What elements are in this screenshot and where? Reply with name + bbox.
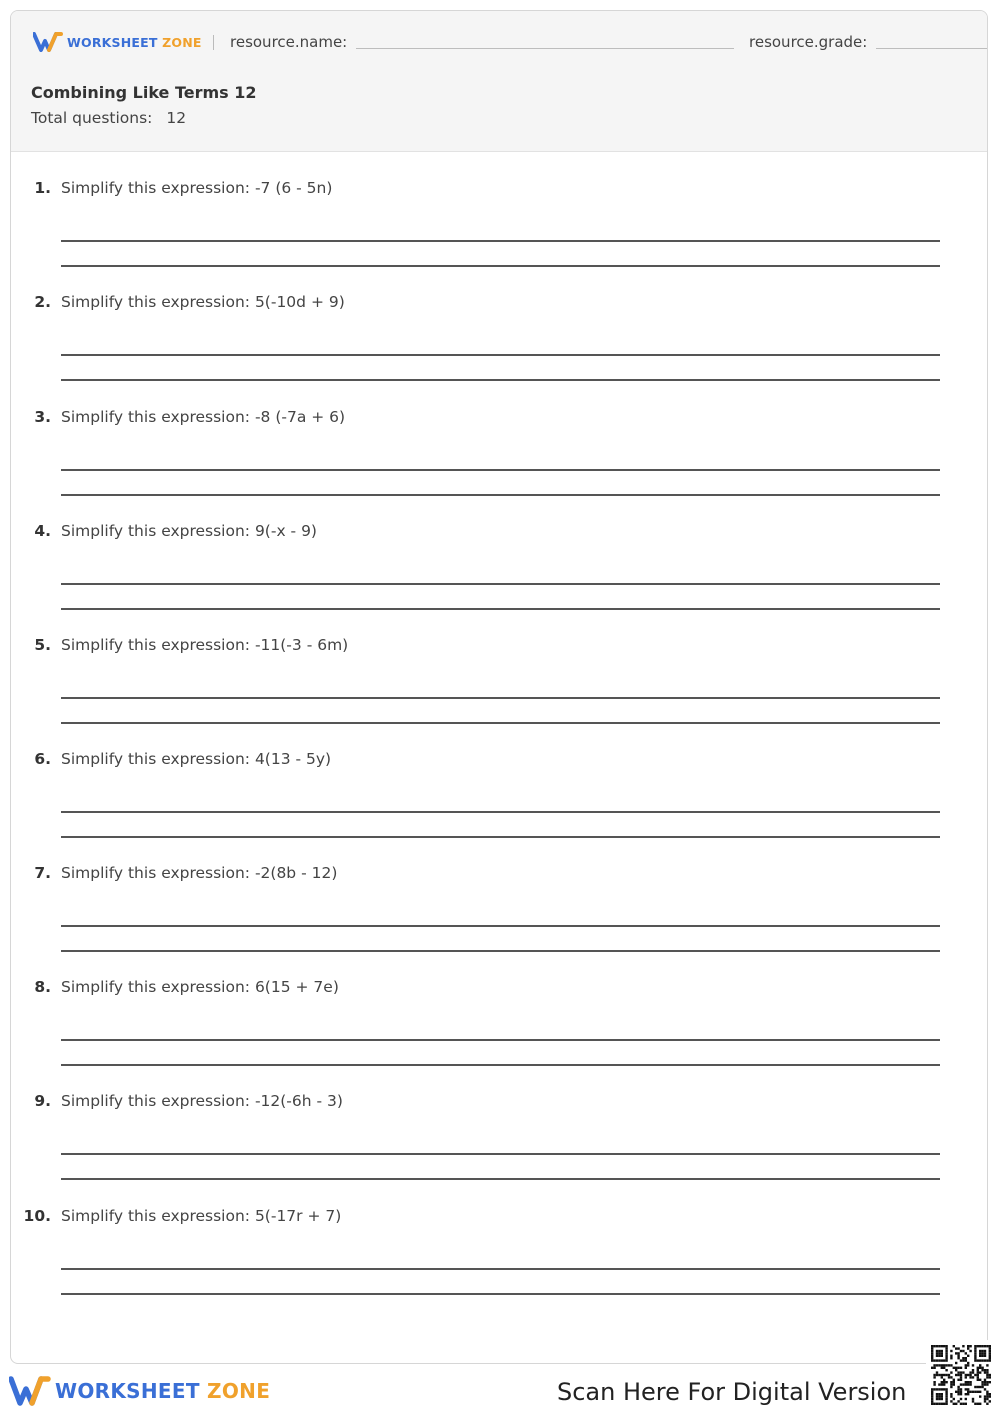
question-number: 8.	[34, 978, 51, 996]
question-number: 5.	[34, 636, 51, 654]
answer-line[interactable]	[61, 608, 940, 610]
worksheet-page	[10, 10, 988, 1364]
question-number: 6.	[34, 750, 51, 768]
question-number: 7.	[34, 864, 51, 882]
qr-code-graphic	[926, 1340, 996, 1410]
answer-line[interactable]	[61, 1039, 940, 1041]
header-separator	[213, 35, 214, 50]
question-text: Simplify this expression: 5(-17r + 7)	[61, 1207, 342, 1225]
total-questions-value: 12	[166, 109, 187, 127]
question-item	[11, 1207, 987, 1321]
question-text: Simplify this expression: 4(13 - 5y)	[61, 750, 332, 768]
footer-brand-logo	[9, 1376, 270, 1406]
answer-line[interactable]	[61, 1064, 940, 1066]
question-number: 10.	[23, 1207, 51, 1225]
question-text: Simplify this expression: 5(-10d + 9)	[61, 293, 345, 311]
question-item	[11, 293, 987, 407]
resource-name-line	[356, 48, 734, 49]
total-questions-label: Total questions:	[31, 109, 153, 127]
answer-line[interactable]	[61, 925, 940, 927]
answer-line[interactable]	[61, 1178, 940, 1180]
question-item	[11, 179, 987, 293]
answer-line[interactable]	[61, 379, 940, 381]
brand-name	[67, 35, 202, 50]
answer-line[interactable]	[61, 697, 940, 699]
worksheet-header	[11, 11, 987, 152]
question-number: 9.	[34, 1092, 51, 1110]
footer-brand-part1: WORKSHEET	[55, 1379, 200, 1403]
answer-line[interactable]	[61, 950, 940, 952]
w-logo-icon	[9, 1376, 51, 1406]
question-text: Simplify this expression: -8 (-7a + 6)	[61, 408, 346, 426]
answer-line[interactable]	[61, 354, 940, 356]
answer-line[interactable]	[61, 811, 940, 813]
question-item	[11, 978, 987, 1092]
answer-line[interactable]	[61, 469, 940, 471]
resource-grade-label: resource.grade:	[749, 33, 868, 51]
brand-part2: ZONE	[162, 34, 202, 50]
question-item	[11, 1092, 987, 1206]
resource-grade-line	[876, 48, 988, 49]
header-meta-row	[33, 31, 988, 57]
question-text: Simplify this expression: 9(-x - 9)	[61, 522, 317, 540]
question-item	[11, 636, 987, 750]
brand-logo	[33, 32, 202, 52]
question-text: Simplify this expression: -11(-3 - 6m)	[61, 636, 349, 654]
question-item	[11, 750, 987, 864]
question-text: Simplify this expression: -7 (6 - 5n)	[61, 179, 333, 197]
w-logo-icon	[33, 32, 63, 52]
answer-line[interactable]	[61, 494, 940, 496]
scan-here-text: Scan Here For Digital Version	[557, 1378, 907, 1406]
answer-line[interactable]	[61, 240, 940, 242]
worksheet-title: Combining Like Terms 12	[31, 83, 257, 102]
question-number: 1.	[34, 179, 51, 197]
footer-brand-name	[55, 1379, 270, 1403]
answer-line[interactable]	[61, 583, 940, 585]
answer-line[interactable]	[61, 722, 940, 724]
question-number: 2.	[34, 293, 51, 311]
question-item	[11, 408, 987, 522]
question-text: Simplify this expression: -2(8b - 12)	[61, 864, 338, 882]
answer-line[interactable]	[61, 265, 940, 267]
footer-brand-part2: ZONE	[207, 1379, 271, 1403]
answer-line[interactable]	[61, 836, 940, 838]
question-number: 3.	[34, 408, 51, 426]
page-footer	[0, 1364, 1000, 1414]
total-questions	[31, 109, 186, 127]
resource-name-label: resource.name:	[230, 33, 348, 51]
question-item	[11, 522, 987, 636]
question-text: Simplify this expression: 6(15 + 7e)	[61, 978, 339, 996]
question-item	[11, 864, 987, 978]
answer-line[interactable]	[61, 1293, 940, 1295]
answer-line[interactable]	[61, 1153, 940, 1155]
qr-code-icon[interactable]	[926, 1340, 996, 1410]
question-number: 4.	[34, 522, 51, 540]
brand-part1: WORKSHEET	[67, 34, 158, 50]
question-text: Simplify this expression: -12(-6h - 3)	[61, 1092, 343, 1110]
answer-line[interactable]	[61, 1268, 940, 1270]
